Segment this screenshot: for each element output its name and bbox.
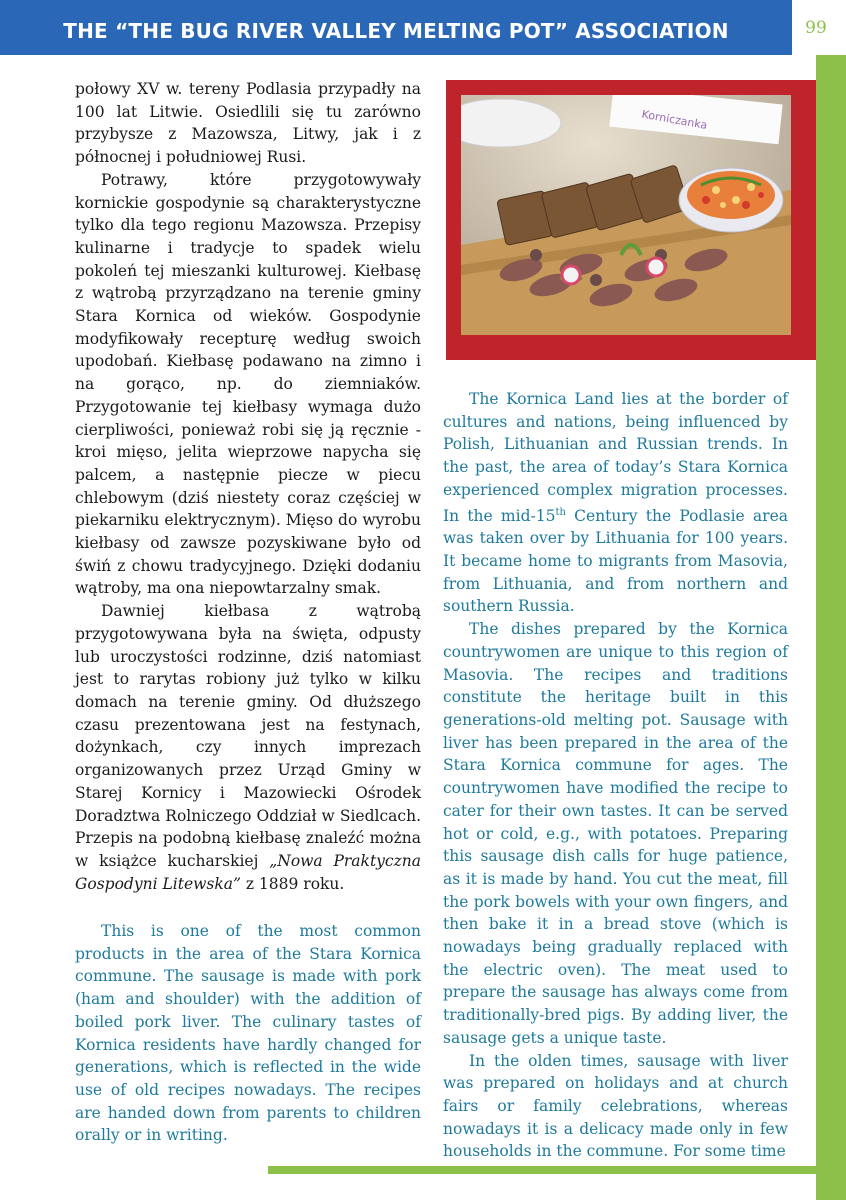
photo-label-text: Korniczanka xyxy=(640,107,709,132)
page-number: 99 xyxy=(805,18,827,38)
english-paragraph-2: The dishes prepared by the Kornica countrywomen are unique to this region of Masovia. The recipes and traditions constitute the heritage built in this generations-old melting pot. Sausage with liver has been prepared in the area of the Stara Kornica commune for ages. The countrywomen have modified the recipe to cater for their own tastes. It can be served hot or cold, e.g., with potatoes. Preparing this sausage dish calls for huge patience, as it is made by hand. You cut the meat, fill the pork bowels with your own fingers, and then bake it in a bread stove (which is nowadays being gradually replaced with the electric oven). The meat used to prepare the sausage has always come from traditionally-bred pigs. By adding liver, the sausage gets a unique taste. xyxy=(443,620,788,1047)
polish-column xyxy=(75,78,421,895)
english-intro-paragraph: This is one of the most common products in the area of the Stara Kornica commune. The sausage is made with pork (ham and shoulder) with the addition of boiled pork liver. The culinary tastes of Kornica residents have hardly changed for generations, which is reflected in the wide use of old recipes nowadays. The recipes are handed down from parents to children orally or in writing. xyxy=(75,922,421,1145)
polish-paragraph-1: połowy XV w. tereny Podlasia przypadły na 100 lat Litwie. Osiedlili się tu zarówno przybysze z Mazowsza, Litwy, jak i z północnej i południowej Rusi. xyxy=(75,80,421,167)
book-title: „Nowa Praktyczna Gospodyni Litewska” xyxy=(75,851,422,893)
sausage-platter-photo xyxy=(461,95,791,335)
polish-paragraph-3-text: Dawniej kiełbasa z wątrobą przygotowywana była na święta, odpusty lub uroczystości rodzinne, dziś natomiast jest to rarytas robiony już tylko w kilku domach na terenie gminy. Od dłuższego czasu prezentowana jest na festynach, dożynkach, czy innych imprezach organizowanych przez Urząd Gminy w Starej Kornicy i Mazowiecki Ośrodek Doradztwa Rolniczego Oddział w Siedlcach. Przepis na podobną kiełbasę znaleźć można w książce kucharskiej xyxy=(75,602,421,870)
polish-paragraph-2: Potrawy, które przygotowywały kornickie gospodynie są charakterystyczne tylko dla tego regionu Mazowsza. Przepisy kulinarne i tradycje to spadek wielu pokoleń tej mieszanki kulturowej. Kiełbasę z wątrobą przyrządzano na terenie gminy Stara Kornica od wieków. Gospodynie modyfikowały recepturę według swoich upodobań. Kiełbasę podawano na zimno i na gorąco, np. do ziemniaków. Przygotowanie tej kiełbasy wymaga dużo cierpliwości, ponieważ robi się ją ręcznie - kroi mięso, jelita wieprzowe napycha się palcem, a następnie piecze w piecu chlebowym (dziś niestety coraz częściej w piekarniku elektrycznym). Mięso do wyrobu kiełbasy od zawsze pozyskiwane było od świń z chowu tradycyjnego. Dzięki dodaniu wątroby, ma ona niepowtarzalny smak. xyxy=(75,170,421,598)
english-paragraph-1 xyxy=(443,388,788,618)
english-right-column xyxy=(443,388,788,1163)
english-left-column xyxy=(75,920,421,1147)
bottom-accent-rule xyxy=(268,1166,816,1174)
english-paragraph-3: In the olden times, sausage with liver was prepared on holidays and at church fairs or family celebrations, whereas nowadays it is a delicacy made only in few households in the commune. For some time xyxy=(443,1051,788,1161)
english-paragraph-1-end: Century the Podlasie area was taken over by Lithuania for 100 years. It became home to migrants from Masovia, from Lithuania, and from northern and southern Russia. xyxy=(443,506,788,616)
right-accent-bar xyxy=(816,55,846,1200)
book-year: z 1889 roku. xyxy=(240,874,345,893)
ordinal-suffix: th xyxy=(555,506,566,518)
page-header-title: THE “THE BUG RIVER VALLEY MELTING POT” ASSOCIATION xyxy=(63,19,729,43)
english-paragraph-1-start: The Kornica Land lies at the border of cultures and nations, being influenced by Polish, Lithuanian and Russian trends. In the past, the area of today’s Stara Kornica experienced complex migration processes. In the mid-15 xyxy=(443,390,788,525)
polish-paragraph-3 xyxy=(75,600,421,895)
